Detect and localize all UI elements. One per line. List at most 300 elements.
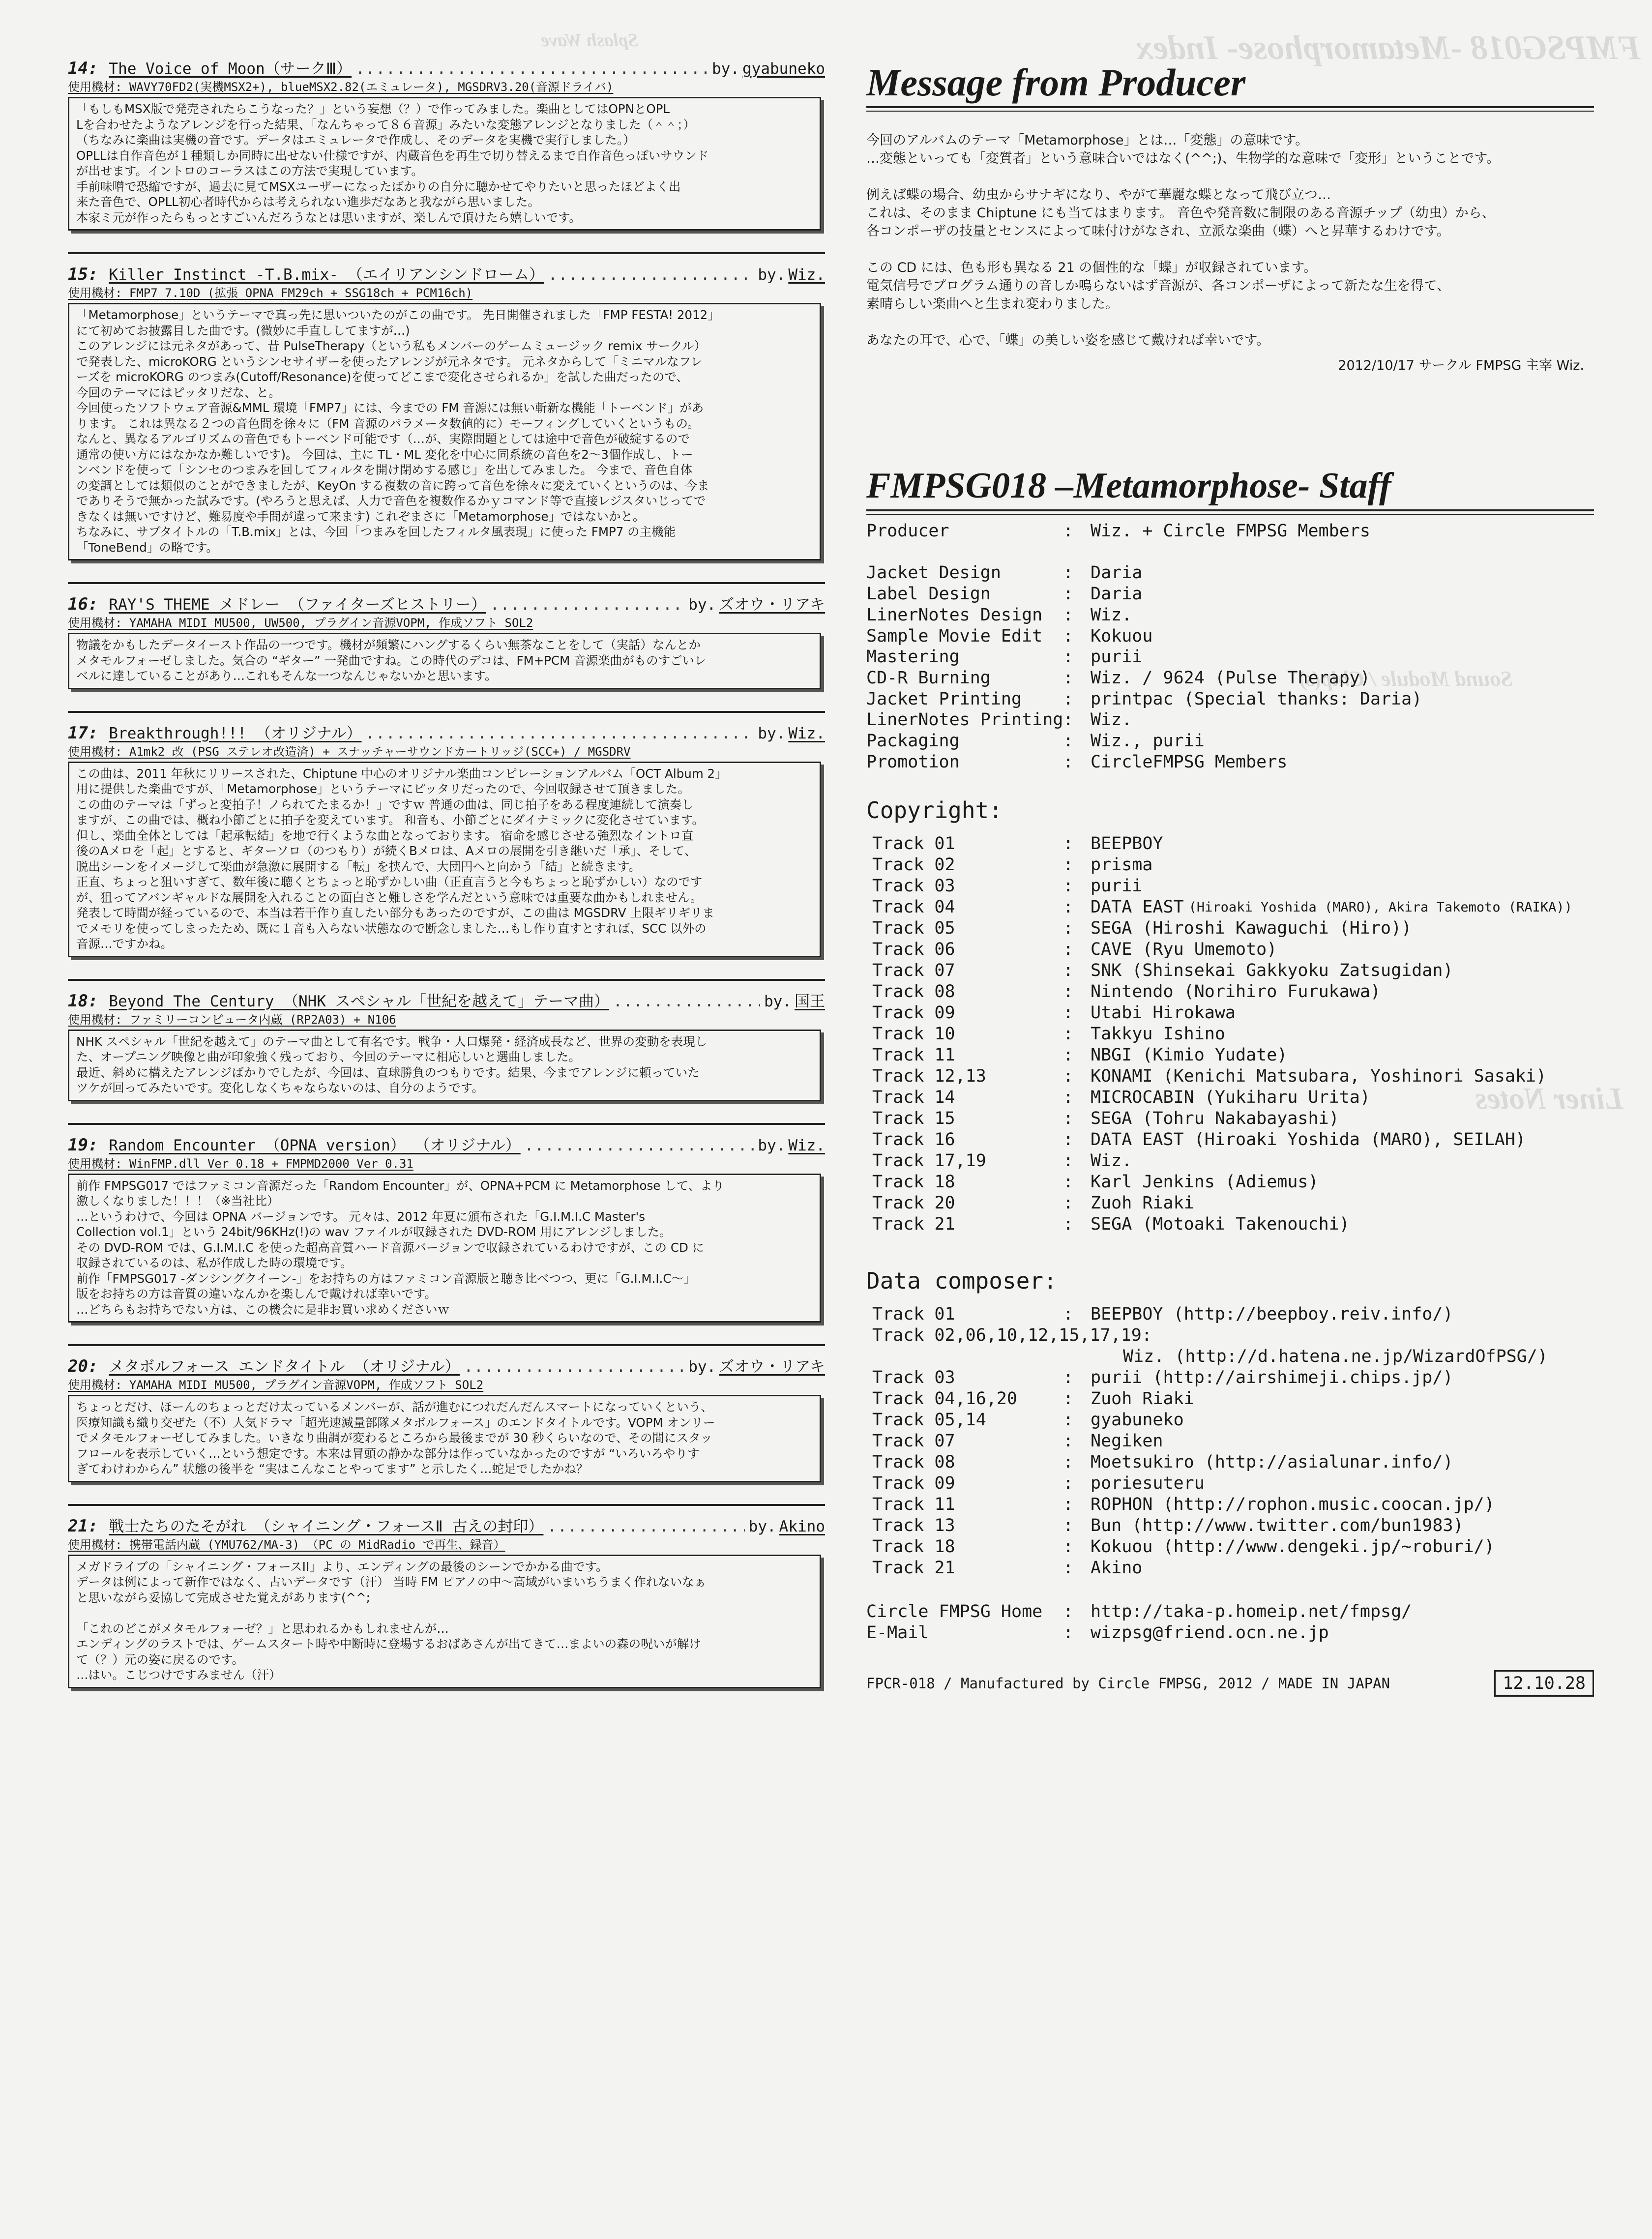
track-label: Track 07 [872, 1431, 955, 1451]
composer-row [866, 1325, 1594, 1346]
track-author: gyabuneko [742, 60, 825, 78]
copyright-holder: Zuoh Riaki [1091, 1193, 1194, 1213]
note-text-line: …はい。こじつけですみません（汗） [76, 1668, 281, 1682]
track-label: Track 11 [872, 1495, 955, 1515]
copyright-row [866, 1002, 1594, 1024]
dot-leader [525, 1135, 754, 1156]
composer-row [866, 1304, 1594, 1325]
colon: : [1063, 940, 1074, 960]
colon: : [1063, 1495, 1074, 1515]
staff-name: Kokuou [1091, 626, 1153, 646]
staff-name: Wiz. [1091, 605, 1132, 625]
colon: : [1063, 1130, 1074, 1150]
ghost-title-top-left: Splash Wave [541, 30, 639, 51]
track-label: Track 18 [872, 1537, 955, 1557]
staff-name: Wiz. [1091, 710, 1132, 730]
note-header [68, 264, 825, 285]
copyright-holder: MICROCABIN (Yukiharu Urita) [1091, 1088, 1370, 1108]
track-label: Track 09 [872, 1003, 955, 1023]
section-separator [68, 1123, 825, 1125]
composer-row [866, 1367, 1594, 1388]
track-label: Track 12,13 [872, 1066, 986, 1087]
equipment-line: 使用機材: ファミリーコンピュータ内蔵 (RP2A03) + N106 [68, 1012, 396, 1027]
note-text-line: た、オープニング映像と曲が印象強く残っており、今回のテーマに相応しいと選曲しました。 [76, 1050, 581, 1064]
track-label: Track 03 [872, 876, 955, 896]
note-text-line: メタモルフォーゼしました。気合の “ギター” 一発曲ですね。この時代のデコは、FM+PCM 音源楽曲がものすごいレ [76, 653, 707, 668]
staff-row [866, 521, 1594, 542]
note-text-line: 但し、楽曲全体としては「起承転結」を地で行くような曲となっております。 宿命を感じさせる強烈なイントロ直 [76, 828, 694, 843]
note-text-box [68, 762, 821, 957]
copyright-row [866, 1129, 1594, 1150]
staff-role: Packaging [866, 731, 960, 751]
colon: : [1063, 1066, 1074, 1087]
colon: : [1063, 1304, 1074, 1325]
composer-name: BEEPBOY (http://beepboy.reiv.info/) [1091, 1304, 1453, 1325]
by-label: by. [758, 724, 786, 742]
track-number: 15: [68, 265, 98, 284]
equipment-line: 使用機材: FMP7 7.10D (拡張 OPNA FM29ch + SSG18ch + PCM16ch) [68, 286, 473, 300]
colon: : [1063, 1410, 1074, 1430]
note-text-line: 脱出シーンをイメージして楽曲が急激に展開する「転」を挟んで、大団円へと向かう「結」と続きます。 [76, 859, 641, 874]
track-number: 19: [68, 1135, 98, 1155]
note-text-line: 後のAメロを「起」とすると、ギターソロ（のつもり）が続くBメロは、Aメロの展開を引き継いだ「承」、そして、 [76, 844, 697, 858]
note-text-line: て（？）元の姿に戻るのです。 [76, 1652, 244, 1667]
note-text-line: 用に提供した楽曲ですが、「Metamorphose」というテーマにピッタリだったので、今回収録させて頂きました。 [76, 782, 690, 796]
copyright-holder: DATA EAST (Hiroaki Yoshida (MARO), SEILAH) [1091, 1130, 1526, 1150]
composer-row [866, 1494, 1594, 1515]
by-label: by. [688, 1358, 716, 1376]
staff-row [866, 647, 1594, 668]
message-heading-rule [866, 106, 1594, 112]
colon: : [1063, 1452, 1074, 1473]
note-text-line: 本家ミ元が作ったらもっとすごいんだろうなとは思いますが、楽しんで頂けたら嬉しいです。 [76, 210, 582, 225]
by-label: by. [688, 596, 716, 614]
note-text-box [68, 303, 821, 560]
track-number: 20: [68, 1356, 98, 1376]
staff-heading: FMPSG018 –Metamorphose- Staff [866, 466, 1391, 506]
colon: : [1063, 1389, 1074, 1409]
note-text-line: OPLLは自作音色が１種類しか同時に出せない仕様ですが、内蔵音色を再生で切り替えるまで自作音色っぽいサウンド [76, 148, 709, 163]
equipment-line: 使用機材: A1mk2 改 (PSG ステレオ改造済) + スナッチャーサウンドカートリッジ(SCC+) / MGSDRV [68, 744, 631, 759]
colon: : [1063, 605, 1074, 625]
note-text-line: でメタモルフォーゼしてみました。いきなり曲調が変わるところから最後までが 30 秒くらいなので、その間にスタッ [76, 1431, 713, 1445]
colon: : [1063, 668, 1074, 688]
note-text-line: ちょっとだけ、ほーんのちょっとだけ太っているメンバーが、話が進むにつれだんだんスマートになっていくという、 [76, 1400, 713, 1414]
track-label: Track 05 [872, 918, 955, 939]
equipment-line: 使用機材: WAVY70FD2(実機MSX2+), blueMSX2.82(エミュレータ), MGSDRV3.20(音源ドライバ) [68, 80, 614, 94]
copyright-title: Copyright: [866, 797, 1003, 824]
copyright-row [866, 960, 1594, 981]
track-author: ズオウ・リアキ [719, 1358, 825, 1376]
note-text-line: この曲は、2011 年秋にリリースされた、Chiptune 中心のオリジナル楽曲コンピレーションアルバム「OCT Album 2」 [76, 766, 727, 781]
staff-role: CD-R Burning [866, 668, 991, 688]
message-body [866, 131, 1594, 350]
note-text-line [76, 1605, 813, 1621]
track-number: 18: [68, 991, 98, 1011]
equipment-line: 使用機材: YAMAHA MIDI MU500, UW500, プラグイン音源VOPM, 作成ソフト SOL2 [68, 616, 533, 630]
ghost-title-top-right: FMPSG018 -Metamorphose- Index [1136, 29, 1641, 67]
dot-leader [548, 265, 754, 285]
copyright-holder: CAVE (Ryu Umemoto) [1091, 940, 1277, 960]
note-text-line: でメモリを使ってしまったため、既に１音も入らない状態なので断念しました…もし作り直すとすれば、SCC 以外の [76, 921, 707, 936]
message-line: 例えば蝶の場合、幼虫からサナギになり、やがて華麗な蝶となって飛び立つ… [866, 187, 1331, 203]
equipment-line: 使用機材: 携帯電話内蔵 (YMU762/MA-3) （PC の MidRadio で再生、録音） [68, 1537, 505, 1552]
note-text-line: で発表した、microKORG というシンセサイザーを使ったアレンジが元ネタです。 元ネタからして「ミニマルなフレ [76, 354, 703, 369]
section-separator [68, 979, 825, 981]
track-label: Track 21 [872, 1558, 955, 1578]
track-author: Wiz. [788, 1136, 825, 1154]
staff-list [866, 521, 1594, 772]
staff-role: Label Design [866, 584, 991, 604]
copyright-row [866, 833, 1594, 854]
composer-row [866, 1515, 1594, 1536]
note-text-line: 版をお持ちの方は音質の違いなんかを楽しんで戴ければ幸いです。 [76, 1287, 437, 1301]
message-line: 電気信号でプログラム通りの音しか鳴らないはず音源が、各コンポーザによって新たな生を得て、 [866, 278, 1450, 294]
track-title: Random Encounter （OPNA version） （オリジナル） [109, 1136, 521, 1154]
composer-name: purii (http://airshimeji.chips.jp/) [1091, 1368, 1453, 1388]
message-line: 今回のアルバムのテーマ「Metamorphose」とは…「変態」の意味です。 [866, 133, 1309, 148]
track-label: Track 10 [872, 1024, 955, 1044]
message-line [866, 168, 1594, 186]
message-line: この CD には、色も形も異なる 21 の個性的な「蝶」が収録されています。 [866, 260, 1317, 275]
info-column [866, 59, 1594, 1697]
note-text-line: Collection vol.1」という 24bit/96KHz(!)の wav ファイルが収録された DVD-ROM 用にアレンジしました。 [76, 1225, 672, 1239]
track-label: Track 15 [872, 1109, 955, 1129]
copyright-row [866, 1108, 1594, 1129]
note-text-line: …どちらもお持ちでない方は、この機会に是非お買い求めくださいｗ [76, 1302, 450, 1317]
track-label: Track 04 [872, 897, 955, 917]
by-label: by. [758, 1136, 786, 1154]
note-text-line: その DVD-ROM では、G.I.M.I.C を使った超高音質ハード音源バージョンで収録されているわけですが、この CD に [76, 1240, 705, 1255]
data-composer-title: Data composer: [866, 1267, 1057, 1295]
track-author: ズオウ・リアキ [719, 596, 825, 614]
staff-name: Wiz., purii [1091, 731, 1205, 751]
dot-leader [464, 1356, 684, 1377]
contact-value: wizpsg@friend.ocn.ne.jp [1091, 1623, 1329, 1643]
note-header [68, 1516, 825, 1537]
track-number: 16: [68, 594, 98, 614]
colon: : [1063, 1368, 1074, 1388]
message-line [866, 240, 1594, 259]
note-text-line: 医療知識も織り交ぜた（不）人気ドラマ「超光速減量部隊メタボルフォース」のエンドタイトルです。VOPM オンリー [76, 1415, 715, 1430]
colon: : [1063, 710, 1074, 730]
note-text-line: が出せます。イントロのコーラスはこの方法で実現しています。 [76, 164, 423, 178]
note-header [68, 594, 825, 615]
by-label: by. [712, 60, 740, 78]
colon: : [1063, 876, 1074, 896]
staff-row [866, 731, 1594, 752]
footer [866, 1670, 1594, 1697]
dot-leader [547, 1516, 744, 1537]
by-label: by. [758, 266, 786, 284]
note-header [68, 1356, 825, 1377]
date-stamp: 12.10.28 [1494, 1670, 1594, 1697]
composer-row [866, 1536, 1594, 1558]
staff-row [866, 584, 1594, 605]
track-title: Killer Instinct -T.B.mix- （エイリアンシンドローム） [109, 266, 544, 284]
track-label: Track 05,14 [872, 1410, 986, 1430]
staff-row [866, 709, 1594, 731]
track-label: Track 06 [872, 940, 955, 960]
track-author: Akino [779, 1517, 825, 1535]
note-text-line: 「ToneBend」の略です。 [76, 540, 218, 555]
composer-name: Zuoh Riaki [1091, 1389, 1194, 1409]
track-label: Track 02 [872, 855, 955, 875]
copyright-row [866, 939, 1594, 960]
note-text-box [68, 97, 821, 231]
section-separator [68, 252, 825, 254]
note-text-line: きなくは無いですけど、難易度や手間が違って来ます) これぞまさに「Metamorphose」ではないかと。 [76, 509, 645, 524]
copyright-holder: NBGI (Kimio Yudate) [1091, 1045, 1288, 1065]
staff-row [866, 626, 1594, 647]
staff-role [866, 542, 1063, 563]
copyright-list [866, 833, 1594, 1235]
dot-leader [355, 59, 708, 79]
note-text-line: ベルに達していることがあり…これもそんな一つなんじゃないかと思います。 [76, 669, 497, 683]
staff-name: Wiz. / 9624 (Pulse Therapy) [1091, 668, 1370, 688]
section-separator [68, 1504, 825, 1506]
note-text-line: 発表して時間が経っているので、本当は若干作り直したい部分もあったのですが、この曲は MGSDRV 上限ギリギリま [76, 906, 714, 920]
liner-note-17 [68, 723, 825, 957]
colon: : [1063, 1516, 1074, 1536]
colon: : [1063, 1045, 1074, 1065]
note-text-box [68, 1174, 821, 1323]
staff-name: Daria [1091, 563, 1143, 583]
colon: : [1063, 961, 1074, 981]
composer-name: Moetsukiro (http://asialunar.info/) [1091, 1452, 1453, 1473]
copyright-row [866, 1024, 1594, 1045]
composer-name: Bun (http://www.twitter.com/bun1983) [1091, 1516, 1464, 1536]
note-text-line: 前作「FMPSG017 -ダンシングクイーン-」をお持ちの方はファミコン音源版と聴き比べつつ、更に「G.I.M.I.C〜」 [76, 1271, 696, 1286]
copyright-holder: SEGA (Motoaki Takenouchi) [1091, 1214, 1350, 1235]
copyright-holder: SNK (Shinsekai Gakkyoku Zatsugidan) [1091, 961, 1453, 981]
colon: : [1063, 521, 1074, 541]
composer-row [866, 1431, 1594, 1452]
by-label: by. [764, 992, 792, 1010]
track-label: Track 01 [872, 834, 955, 854]
note-text-line: ぎてわけわからん” 状態の後半を “実はこんなことやってます” と示したく…蛇足でしたかね？ [76, 1462, 589, 1476]
note-text-line: 「もしもMSX版で発売されたらこうなった？」という妄想（？）で作ってみました。楽曲としてはOPNとOPL [76, 102, 670, 116]
note-text-line: ツケが回ってみたいです。変化しなくちゃならないのは、自分のようです。 [76, 1081, 484, 1095]
dot-leader [613, 991, 760, 1012]
colon: : [1063, 752, 1074, 772]
note-text-line: 音源…ですかね。 [76, 937, 173, 951]
track-label: Track 04,16,20 [872, 1389, 1018, 1409]
track-author: 国王 [795, 992, 825, 1010]
colon: : [1063, 918, 1074, 939]
copyright-row [866, 1214, 1594, 1235]
copyright-row [866, 1193, 1594, 1214]
colon: : [1063, 1172, 1074, 1192]
track-title: Breakthrough!!! （オリジナル） [109, 724, 362, 742]
liner-note-18 [68, 991, 825, 1101]
data-composer-list [866, 1304, 1594, 1579]
liner-note-15 [68, 264, 825, 560]
copyright-holder: DATA EAST [1091, 897, 1184, 917]
track-author: Wiz. [788, 724, 825, 742]
note-text-line: ンベンドを使って「シンセのつまみを回してフィルタを開け閉めする感じ」を出してみました。 今まで、音色自体 [76, 463, 693, 477]
note-text-line: この曲のテーマは「ずっと変拍子！ノられてたまるか！」ですｗ 普通の曲は、同じ拍子をある程度連続して演奏し [76, 797, 694, 812]
copyright-row [866, 918, 1594, 939]
colon: : [1063, 1558, 1074, 1578]
copyright-holder: SEGA (Tohru Nakabayashi) [1091, 1109, 1339, 1129]
staff-role: Mastering [866, 647, 960, 667]
note-text-line: メガドライブの「シャイニング・フォースII」より、エンディングの最後のシーンでかかる曲です。 [76, 1559, 608, 1574]
colon: : [1063, 1602, 1074, 1622]
staff-role: Promotion [866, 752, 960, 772]
staff-name: printpac (Special thanks: Daria) [1091, 689, 1422, 709]
staff-role: LinerNotes Printing [866, 710, 1063, 730]
copyright-row [866, 1087, 1594, 1108]
colon: : [1063, 834, 1074, 854]
staff-row [866, 689, 1594, 710]
colon: : [1063, 647, 1074, 667]
message-line [866, 313, 1594, 331]
note-header [68, 58, 825, 79]
note-text-line: このアレンジには元ネタがあって、昔 PulseTherapy（という私もメンバーのゲームミュージック remix サークル） [76, 339, 706, 353]
section-separator [68, 582, 825, 584]
colon: : [1063, 731, 1074, 751]
track-label: Track 07 [872, 961, 955, 981]
section-separator [68, 711, 825, 713]
track-label: Track 20 [872, 1193, 955, 1213]
staff-role: LinerNotes Design [866, 605, 1043, 625]
composer-name: gyabuneko [1091, 1410, 1184, 1430]
colon: : [1063, 626, 1074, 646]
composer-name: Kokuou (http://www.dengeki.jp/~roburi/) [1091, 1537, 1495, 1557]
note-header [68, 991, 825, 1012]
liner-note-14 [68, 58, 825, 231]
composer-row [866, 1410, 1594, 1431]
track-label: Track 18 [872, 1172, 955, 1192]
note-text-line: 今回使ったソフトウェア音源&MML 環境「FMP7」には、今までの FM 音源には無い斬新な機能「トーベンド」があ [76, 401, 704, 415]
note-text-line: （ちなみに楽曲は実機の音です。データはエミュレータで作成し、そのデータを実機で実行しました。） [76, 133, 635, 147]
note-text-line: が、狙ってアバンギャルドな展開を入れることの面白さと難しさを学んだという意味では重要な曲かもしれません。 [76, 890, 703, 905]
colon: : [1063, 584, 1074, 604]
colon: : [1063, 1024, 1074, 1044]
copyright-holder: Nintendo (Norihiro Furukawa) [1091, 982, 1381, 1002]
track-number: 17: [68, 723, 98, 743]
note-text-line: フロールを表示していく…という想定です。本来は冒頭の静かな部分は作っていなかったのですが “いろいろやりす [76, 1446, 700, 1461]
message-signature: 2012/10/17 サークル FMPSG 主宰 Wiz. [1338, 358, 1584, 373]
message-line: 素晴らしい楽曲へと生まれ変わりました。 [866, 296, 1119, 312]
copyright-row [866, 1066, 1594, 1087]
colon: : [1063, 1109, 1074, 1129]
copyright-row [866, 1045, 1594, 1066]
note-text-box [68, 1030, 821, 1101]
colon: : [1063, 1214, 1074, 1235]
note-text-line: 物議をかもしたデータイースト作品の一つです。機材が頻繁にハングするくらい無茶なことをして（実話）なんとか [76, 638, 701, 652]
note-text-line: Lを合わせたようなアレンジを行った結果、「なんちゃって８６音源」みたいな変態アレンジとなりました（＾＾；） [76, 117, 695, 132]
ghost-title-lower-right: Liner Notes [1475, 1082, 1623, 1116]
contact-value: http://taka-p.homeip.net/fmpsg/ [1091, 1602, 1412, 1622]
liner-note-20 [68, 1356, 825, 1482]
copyright-row [866, 1172, 1594, 1193]
composer-row [866, 1388, 1594, 1410]
staff-name: Wiz. + Circle FMPSG Members [1091, 521, 1370, 541]
track-title: Beyond The Century （NHK スペシャル「世紀を越えて」テーマ曲） [109, 992, 610, 1010]
colon: : [1063, 1623, 1074, 1643]
copyright-holder: purii [1091, 876, 1143, 896]
colon: : [1063, 1193, 1074, 1213]
copyright-row [866, 876, 1594, 897]
note-text-box [68, 1395, 821, 1482]
note-text-line: 来た音色で、OPLL初心者時代からは考えられない進歩だなあと我ながら思いました。 [76, 195, 540, 209]
note-header [68, 723, 825, 744]
staff-role: Producer [866, 521, 949, 541]
track-author: Wiz. [788, 266, 825, 284]
equipment-line: 使用機材: WinFMP.dll Ver 0.18 + FMPMD2000 Ver 0.31 [68, 1156, 413, 1171]
composer-continuation: Wiz. (http://d.hatena.ne.jp/WizardOfPSG/) [1123, 1347, 1548, 1367]
colon: : [1063, 897, 1074, 917]
contact-row [866, 1601, 1594, 1622]
copyright-row [866, 897, 1594, 918]
composer-row [866, 1452, 1594, 1473]
message-line: これは、そのまま Chiptune にも当てはまります。 音色や発音数に制限のある音源チップ（幼虫）から、 [866, 206, 1495, 221]
track-label: Track 21 [872, 1214, 955, 1235]
message-line: あなたの耳で、心で、「蝶」の美しい姿を感じて戴ければ幸いです。 [866, 333, 1270, 348]
copyright-row [866, 981, 1594, 1002]
track-title: The Voice of Moon（サークⅢ） [109, 60, 352, 78]
note-text-line: 最近、斜めに構えたアレンジばかりでしたが、今回は、直球勝負のつもりです。結果、今までアレンジに頼っていた [76, 1065, 700, 1080]
track-title: 戦士たちのたそがれ （シャイニング・フォースⅡ 古えの封印） [109, 1517, 544, 1535]
note-text-box [68, 633, 821, 689]
staff-row [866, 542, 1594, 563]
note-text-line: と思いながら妥協して完成させた覚えがあります(^^; [76, 1590, 370, 1605]
track-label: Track 02,06,10,12,15,17,19 [872, 1326, 1142, 1346]
note-text-line: NHK スペシャル「世紀を越えて」のテーマ曲として有名です。戦争・人口爆発・経済成長など、世界の変動を表現し [76, 1034, 708, 1049]
note-text-line: データは例によって新作ではなく、古いデータです（汗） 当時 FM ピアノの中〜高域がいまいちうまく作れないなぁ [76, 1575, 707, 1589]
note-header [68, 1135, 825, 1156]
note-text-box [68, 1555, 821, 1688]
composer-name: poriesuteru [1091, 1473, 1205, 1494]
composer-name: Akino [1091, 1558, 1143, 1578]
composer-name: ROPHON (http://rophon.music.coocan.jp/) [1091, 1495, 1495, 1515]
note-text-line: ちなみに、サブタイトルの「T.B.mix」とは、今回「つまみを回したフィルタ風表現」に使った FMP7 の主機能 [76, 525, 676, 539]
copyright-holder: BEEPBOY [1091, 834, 1163, 854]
colon: : [1063, 1537, 1074, 1557]
liner-notes-column [68, 58, 825, 1710]
colon: : [1141, 1326, 1152, 1346]
staff-name: purii [1091, 647, 1143, 667]
note-text-line: 「Metamorphose」というテーマで真っ先に思いついたのがこの曲です。 先日開催されました「FMP FESTA! 2012」 [76, 308, 720, 322]
copyright-row [866, 854, 1594, 876]
note-text-line: ります。 これは異なる２つの音色間を徐々に（FM 音源のパラメータ数値的に）モーフィングしていくというもの。 [76, 416, 700, 431]
track-label: Track 03 [872, 1368, 955, 1388]
colon: : [1063, 982, 1074, 1002]
track-label: Track 16 [872, 1130, 955, 1150]
colon: : [1063, 1473, 1074, 1494]
liner-note-21 [68, 1516, 825, 1688]
colon: : [1063, 1088, 1074, 1108]
track-label: Track 08 [872, 982, 955, 1002]
note-text-line: 今回のテーマにはピッタリだな、と。 [76, 385, 281, 400]
copyright-holder: Takkyu Ishino [1091, 1024, 1225, 1044]
staff-role: Jacket Printing [866, 689, 1022, 709]
note-text-line: 激しくなりました！！！（※当社比） [76, 1194, 279, 1208]
copyright-holder: KONAMI (Kenichi Matsubara, Yoshinori Sasaki) [1091, 1066, 1547, 1087]
track-label: Track 11 [872, 1045, 955, 1065]
by-label: by. [748, 1517, 776, 1535]
equipment-line: 使用機材: YAMAHA MIDI MU500, プラグイン音源VOPM, 作成ソフト SOL2 [68, 1378, 484, 1392]
staff-name: CircleFMPSG Members [1091, 752, 1288, 772]
copyright-extra: (Hiroaki Yoshida (MARO), Akira Takemoto (RAIKA)) [1188, 900, 1572, 915]
composer-name: Negiken [1091, 1431, 1163, 1451]
track-label: Track 17,19 [872, 1151, 986, 1171]
track-label: Track 01 [872, 1304, 955, 1325]
track-number: 21: [68, 1516, 98, 1536]
track-label: Track 13 [872, 1516, 955, 1536]
